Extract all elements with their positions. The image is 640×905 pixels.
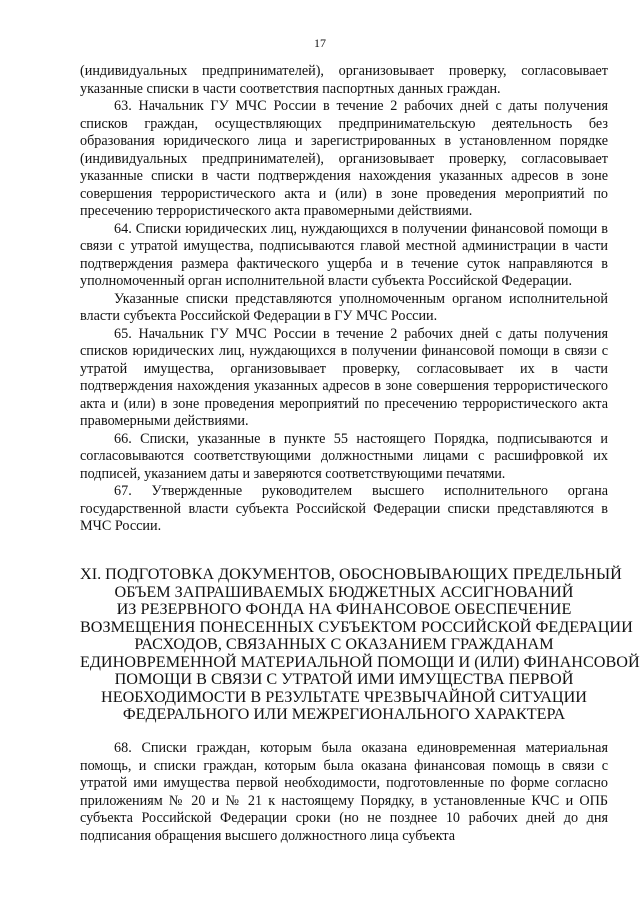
heading-line: ИЗ РЕЗЕРВНОГО ФОНДА НА ФИНАНСОВОЕ ОБЕСПЕЧЕНИЕ	[116, 600, 572, 618]
heading-line: ЕДИНОВРЕМЕННОЙ МАТЕРИАЛЬНОЙ ПОМОЩИ И (ИЛИ) ФИНАНСОВОЙ	[80, 652, 640, 671]
heading-line: XI. ПОДГОТОВКА ДОКУМЕНТОВ, ОБОСНОВЫВАЮЩИХ ПРЕДЕЛЬНЫЙ	[80, 565, 622, 583]
bottom-text-block	[80, 740, 608, 845]
page-number: 17	[314, 36, 326, 50]
paragraph-65: 65. Начальник ГУ МЧС России в течение 2 рабочих дней с даты получения списков юридических лиц, нуждающихся в получении финансовой помощи в связи с утратой имущества, организовывает проверку, согласовывает их в части подтверждения нахождения указанных адресов в зоне совершения террористического акта и (или) в зоне проведения мероприятий по пресечению террористического акта правомерными действиями.	[80, 325, 608, 429]
heading-line: ВОЗМЕЩЕНИЯ ПОНЕСЕННЫХ СУБЪЕКТОМ РОССИЙСКОЙ ФЕДЕРАЦИИ	[80, 617, 633, 636]
paragraph-64-note: Указанные списки представляются уполномоченным органом исполнительной власти субъекта Российской Федерации в ГУ МЧС России.	[80, 290, 608, 324]
section-heading	[80, 565, 640, 724]
heading-line: ОБЪЕМ ЗАПРАШИВАЕМЫХ БЮДЖЕТНЫХ АССИГНОВАНИЙ	[114, 582, 574, 601]
paragraph-63: 63. Начальник ГУ МЧС России в течение 2 рабочих дней с даты получения списков граждан, осуществляющих предпринимательскую деятельность без образования юридического лица и зарегистрированных в установленном порядке (индивидуальных предпринимателей), организовывает проверку, согласовывает указанные списки в части подтверждения нахождения указанных адресов в зоне совершения террористического акта и (или) в зоне проведения мероприятий по пресечению террористического акта правомерными действиями.	[80, 98, 608, 219]
paragraph-64: 64. Списки юридических лиц, нуждающихся в получении финансовой помощи в связи с утратой имущества, подписываются главой местной администрации в части подтверждения размера фактического ущерба и в течение суток направляются в уполномоченный орган исполнительной власти субъекта Российской Федерации.	[80, 220, 608, 289]
paragraph-66: 66. Списки, указанные в пункте 55 настоящего Порядка, подписываются и согласовываются соответствующими должностными лицами с расшифровкой их подписей, указанием даты и заверяются соответствующими печатями.	[80, 430, 608, 482]
heading-line: ПОМОЩИ В СВЯЗИ С УТРАТОЙ ИМИ ИМУЩЕСТВА ПЕРВОЙ	[114, 670, 574, 688]
heading-line: НЕОБХОДИМОСТИ В РЕЗУЛЬТАТЕ ЧРЕЗВЫЧАЙНОЙ СИТУАЦИИ	[101, 687, 587, 706]
paragraph-continuation: (индивидуальных предпринимателей), организовывает проверку, согласовывает указанные списки в части соответствия паспортных данных граждан.	[80, 63, 608, 97]
heading-line: ФЕДЕРАЛЬНОГО ИЛИ МЕЖРЕГИОНАЛЬНОГО ХАРАКТЕРА	[122, 705, 566, 723]
paragraph-68: 68. Списки граждан, которым была оказана единовременная материальная помощь, и списки граждан, которым была оказана финансовая помощь в связи с утратой ими имущества первой необходимости, подготовленные по форме согласно приложениям № 20 и № 21 к настоящему Порядку, в установленные КЧС и ОПБ субъекта Российской Федерации сроки (но не позднее 10 рабочих дней до дня подписания обращения высшего должностного лица субъекта	[80, 740, 608, 844]
heading-line: РАСХОДОВ, СВЯЗАННЫХ С ОКАЗАНИЕМ ГРАЖДАНАМ	[134, 635, 554, 653]
paragraph-67: 67. Утвержденные руководителем высшего исполнительного органа государственной власти субъекта Российской Федерации списки представляются в МЧС России.	[80, 483, 608, 534]
top-text-block	[80, 63, 608, 536]
